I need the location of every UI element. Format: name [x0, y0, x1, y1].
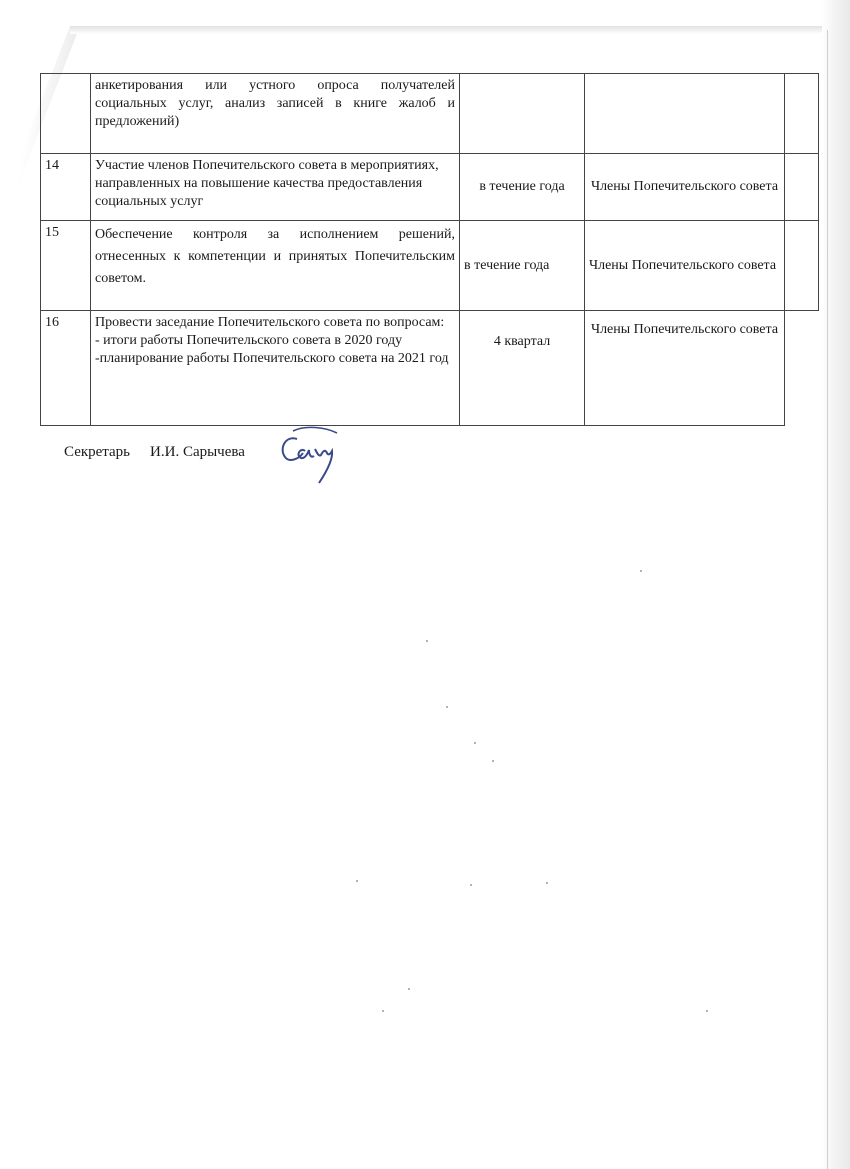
row-term: в течение года: [460, 221, 585, 311]
row-extra-cell: [785, 221, 819, 311]
scan-speck: [356, 880, 358, 882]
row-responsible: [585, 74, 785, 154]
row-number: 16: [41, 311, 91, 426]
row-number: 14: [41, 154, 91, 221]
signature-name: И.И. Сарычева: [150, 444, 245, 460]
table-row: [41, 311, 819, 426]
work-plan-table: [40, 73, 819, 426]
scan-speck: [446, 706, 448, 708]
signature-role: Секретарь: [64, 444, 131, 460]
row-term: в течение года: [460, 154, 585, 221]
scan-speck: [470, 884, 472, 886]
table-row: [41, 154, 819, 221]
row-extra-cell: [785, 311, 819, 426]
row-extra-cell: [785, 74, 819, 154]
scan-speck: [382, 1010, 384, 1012]
scan-speck: [426, 640, 428, 642]
row-number: [41, 74, 91, 154]
scan-top-shadow: [70, 26, 830, 34]
row-responsible: Члены Попечительского совета: [585, 311, 785, 426]
scan-speck: [706, 1010, 708, 1012]
row-activity: анкетирования или устного опроса получателей социальных услуг, анализ записей в книге жалоб и предложений): [91, 74, 460, 154]
table-row: [41, 221, 819, 311]
scan-edge-line: [827, 30, 828, 1169]
signature-block: [64, 444, 245, 461]
row-responsible: Члены Попечительского совета: [585, 221, 785, 311]
row-responsible: Члены Попечительского совета: [585, 154, 785, 221]
row-extra-cell: [785, 154, 819, 221]
row-activity: Обеспечение контроля за исполнением решений, отнесенных к компетенции и принятых Попечительским советом.: [91, 221, 460, 311]
scan-speck: [546, 882, 548, 884]
row-activity: Участие членов Попечительского совета в мероприятиях, направленных на повышение качества предоставления социальных услуг: [91, 154, 460, 221]
table-row: [41, 74, 819, 154]
handwritten-signature-icon: [275, 425, 355, 485]
row-term: 4 квартал: [460, 311, 585, 426]
scan-speck: [640, 570, 642, 572]
scan-speck: [474, 742, 476, 744]
scan-speck: [492, 760, 494, 762]
row-number: 15: [41, 221, 91, 311]
row-activity: Провести заседание Попечительского совета по вопросам: - итоги работы Попечительского совета в 2020 году -планирование работы Попечительского совета на 2021 год: [91, 311, 460, 426]
row-term: [460, 74, 585, 154]
scan-speck: [408, 988, 410, 990]
